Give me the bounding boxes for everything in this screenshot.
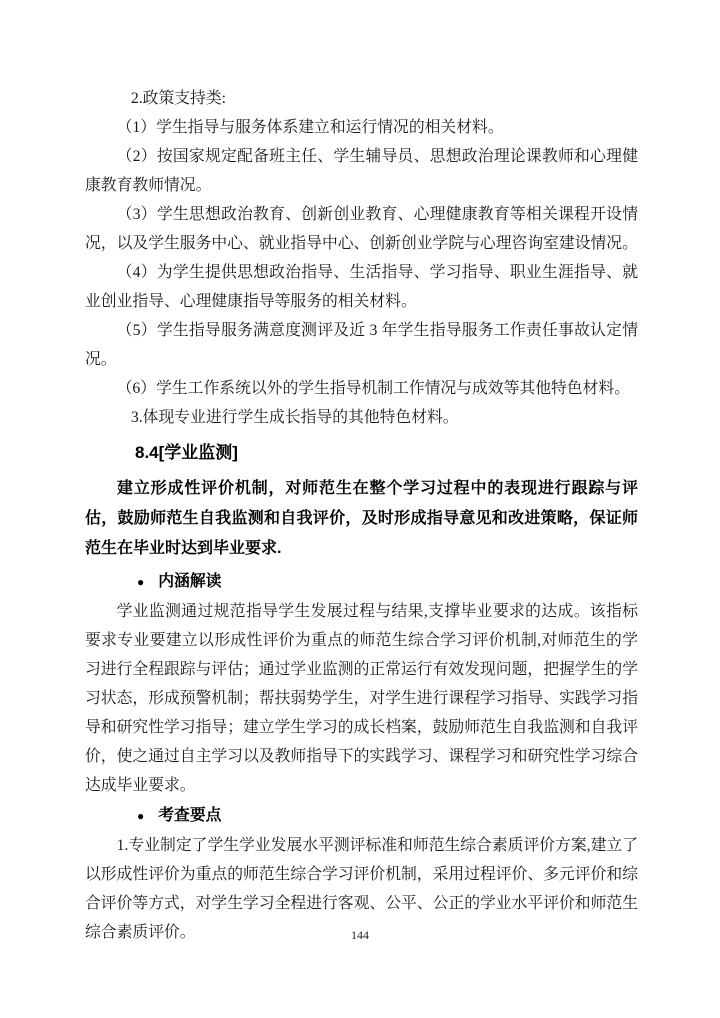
bullet-item — [85, 568, 638, 596]
bullet-dot-icon: ● — [137, 575, 145, 589]
list-item: （4）为学生提供思想政治指导、生活指导、学习指导、职业生涯指导、就业创业指导、心理健康指导等服务的相关材料。 — [85, 264, 638, 310]
section-intro: 建立形成性评价机制，对师范生在整个学习过程中的表现进行跟踪与评估，鼓励师范生自我监测和自我评价，及时形成指导意见和改进策略，保证师范生在毕业时达到毕业要求. — [85, 480, 638, 557]
page-number: 144 — [351, 928, 369, 942]
bullet-body: 学业监测通过规范指导学生发展过程与结果,支撑毕业要求的达成。该指标要求专业要建立以形成性评价为重点的师范生综合学习评价机制,对师范生的学习进行全程跟踪与评估；通过学业监测的正常运行有效发现问题，把握学生的学习状态，形成预警机制；帮扶弱势学生，对学生进行课程学习指导、实践学习指导和研究性学习指导；建立学生学习的成长档案，鼓励师范生自我监测和自我评价，使之通过自主学习以及教师指导下的实践学习、课程学习和研究性学习综合达成毕业要求。 — [85, 603, 638, 794]
bullet-body: 1.专业制定了学生学业发展水平测评标准和师范生综合素质评价方案,建立了以形成性评价为重点的师范生综合学习评价机制，采用过程评价、多元评价和综合评价等方式，对学生学习全程进行客观、公平、公正的学业水平评价和师范生综合素质评价。 — [85, 837, 638, 941]
list-item: （5）学生指导服务满意度测评及近 3 年学生指导服务工作责任事故认定情况。 — [85, 322, 638, 368]
bullet-dot-icon: ● — [137, 809, 145, 823]
bullet-item — [85, 802, 638, 830]
list-item: 2.政策支持类: — [130, 90, 227, 107]
list-item: （1）学生指导与服务体系建立和运行情况的相关材料。 — [116, 119, 504, 136]
bullet-label: 考查要点 — [158, 807, 222, 824]
page-content — [85, 84, 638, 947]
list-item: （6）学生工作系统以外的学生指导机制工作情况与成效等其他特色材料。 — [116, 380, 630, 397]
bullet-label: 内涵解读 — [158, 573, 222, 590]
list-item: （3）学生思想政治教育、创新创业教育、心理健康教育等相关课程开设情况，以及学生服务中心、就业指导中心、创新创业学院与心理咨询室建设情况。 — [85, 206, 638, 252]
section-heading: 8.4[学业监测] — [135, 443, 238, 462]
list-item: （2）按国家规定配备班主任、学生辅导员、思想政治理论课教师和心理健康教育教师情况。 — [85, 148, 638, 194]
list-item: 3.体现专业进行学生成长指导的其他特色材料。 — [130, 409, 459, 426]
